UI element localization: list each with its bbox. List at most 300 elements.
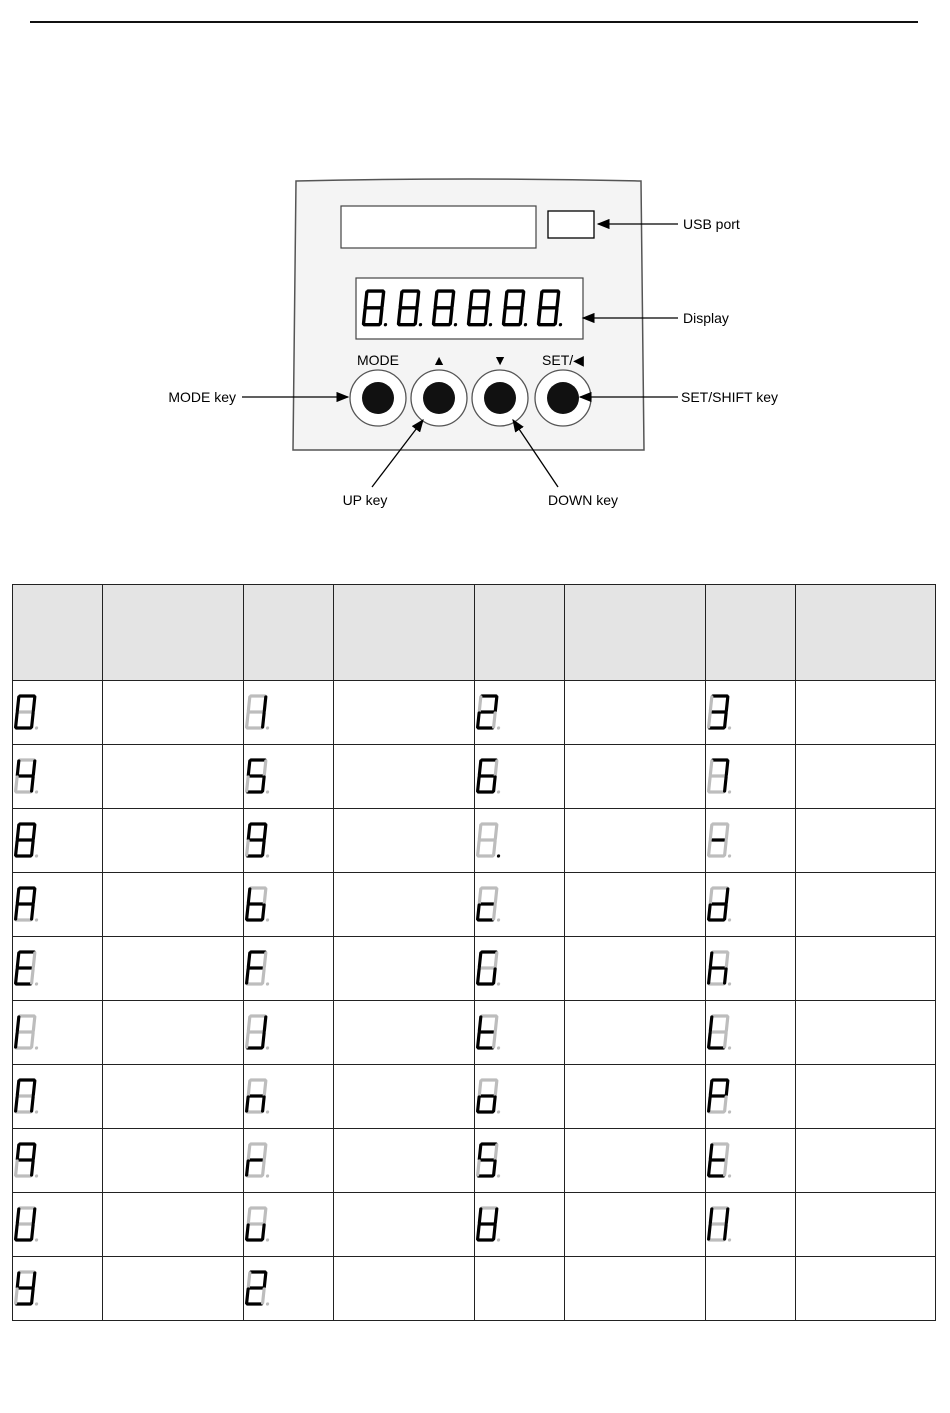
char-cell xyxy=(796,1065,936,1129)
segment-dp xyxy=(728,1238,732,1241)
char-cell xyxy=(565,873,706,937)
seven-segment-glyph xyxy=(13,945,47,993)
glyph-cell xyxy=(706,1001,796,1065)
seven-segment-glyph xyxy=(244,689,278,737)
segment-c xyxy=(263,1033,264,1047)
segment-e xyxy=(247,1225,248,1239)
seven-segment-glyph xyxy=(244,817,278,865)
segment-b xyxy=(33,697,34,711)
table-row xyxy=(13,681,936,745)
segment-b xyxy=(264,953,265,967)
segment-f xyxy=(710,1017,711,1031)
segment-e xyxy=(364,309,366,324)
glyph-dash xyxy=(708,824,734,858)
segment-f xyxy=(540,292,542,307)
seven-segment-glyph xyxy=(13,689,47,737)
segment-dp xyxy=(35,1110,39,1113)
mode-key-label: MODE key xyxy=(168,389,236,405)
segment-f xyxy=(248,697,249,711)
char-cell xyxy=(565,1193,706,1257)
segment-e xyxy=(399,309,401,324)
glyph-6 xyxy=(477,760,503,794)
segment-c xyxy=(725,1033,726,1047)
seven-segment-glyph xyxy=(13,753,47,801)
seven-segment-glyph xyxy=(475,1201,509,1249)
segment-f xyxy=(248,1017,249,1031)
segment-c xyxy=(725,841,726,855)
segment-dp xyxy=(728,790,732,793)
segment-c xyxy=(263,969,264,983)
glyph-S xyxy=(477,1144,503,1178)
seven-segment-glyph xyxy=(244,1073,278,1121)
glyph-T xyxy=(708,1144,734,1178)
segment-c xyxy=(725,905,726,919)
segment-c xyxy=(485,309,487,324)
table-header-cell xyxy=(334,585,475,681)
segment-f xyxy=(248,953,249,967)
segment-c xyxy=(32,713,33,727)
char-cell xyxy=(796,1193,936,1257)
glyph-U xyxy=(15,1208,41,1242)
seven-segment-glyph xyxy=(475,1137,509,1185)
segment-f xyxy=(248,761,249,775)
segment-f xyxy=(400,292,402,307)
segment-c xyxy=(263,1225,264,1239)
char-cell xyxy=(103,873,244,937)
segment-e xyxy=(16,1225,17,1239)
segment-c xyxy=(494,969,495,983)
seven-segment-glyph xyxy=(475,753,509,801)
segment-c xyxy=(494,713,495,727)
segment-f xyxy=(248,1273,249,1287)
segment-b xyxy=(264,889,265,903)
segment-e xyxy=(478,777,479,791)
glyph-y xyxy=(15,1272,41,1306)
glyph-cell xyxy=(244,1257,334,1321)
segment-dp xyxy=(728,918,732,921)
segment-dp xyxy=(266,726,270,729)
keypad-diagram xyxy=(0,170,950,530)
segment-c xyxy=(725,969,726,983)
segment-f xyxy=(435,292,437,307)
segment-b xyxy=(726,1145,727,1159)
glyph-3 xyxy=(708,696,734,730)
segment-e xyxy=(709,1161,710,1175)
char-cell xyxy=(796,937,936,1001)
segment-b xyxy=(726,1017,727,1031)
glyph-cell xyxy=(13,873,103,937)
segment-e xyxy=(478,905,479,919)
table-row xyxy=(13,937,936,1001)
segment-e xyxy=(16,1097,17,1111)
segment-c xyxy=(263,777,264,791)
glyph-cell xyxy=(475,1193,565,1257)
glyph-cell xyxy=(475,937,565,1001)
glyph-P xyxy=(708,1080,734,1114)
seven-segment-glyph xyxy=(475,689,509,737)
segment-c xyxy=(494,841,495,855)
glyph-cell xyxy=(13,809,103,873)
table-row xyxy=(13,1065,936,1129)
segment-c xyxy=(725,1161,726,1175)
segment-e xyxy=(247,1289,248,1303)
segment-c xyxy=(263,713,264,727)
char-cell xyxy=(334,937,475,1001)
up-key-label: UP key xyxy=(342,492,388,508)
glyph-cell xyxy=(706,1129,796,1193)
segment-e xyxy=(539,309,541,324)
segment-f xyxy=(479,1017,480,1031)
segment-f xyxy=(479,1145,480,1159)
segment-f xyxy=(17,1209,18,1223)
glyph-cell xyxy=(475,1257,565,1321)
segment-b xyxy=(522,292,524,307)
char-cell xyxy=(565,681,706,745)
segment-dp xyxy=(266,790,270,793)
char-cell xyxy=(334,1257,475,1321)
segment-dp xyxy=(35,1238,39,1241)
seven-segment-glyph xyxy=(706,1009,740,1057)
segment-b xyxy=(33,1209,34,1223)
glyph-cell xyxy=(475,1001,565,1065)
glyph-cell xyxy=(475,681,565,745)
table-row xyxy=(13,1193,936,1257)
segment-b xyxy=(33,1273,34,1287)
segment-c xyxy=(725,713,726,727)
seven-segment-glyph xyxy=(244,1009,278,1057)
glyph-cell xyxy=(706,745,796,809)
glyph-2 xyxy=(477,696,503,730)
char-cell xyxy=(103,809,244,873)
segment-f xyxy=(17,1273,18,1287)
segment-e xyxy=(16,777,17,791)
segment-f xyxy=(710,1081,711,1095)
label-window xyxy=(341,206,536,248)
glyph-5 xyxy=(246,760,272,794)
table-header-row xyxy=(13,585,936,681)
segment-f xyxy=(710,825,711,839)
segment-e xyxy=(478,1033,479,1047)
segment-c xyxy=(415,309,417,324)
char-cell xyxy=(334,745,475,809)
segment-c xyxy=(263,841,264,855)
segment-e xyxy=(16,969,17,983)
segment-e xyxy=(478,969,479,983)
segment-e xyxy=(16,905,17,919)
segment-dp xyxy=(266,1302,270,1305)
segment-e xyxy=(709,1225,710,1239)
segment-dp xyxy=(266,1046,270,1049)
segment-c xyxy=(263,905,264,919)
segment-e xyxy=(709,777,710,791)
up-key-caption: ▲ xyxy=(432,352,446,368)
set-shift-key[interactable] xyxy=(535,370,591,426)
segment-b xyxy=(264,1081,265,1095)
glyph-9 xyxy=(246,824,272,858)
segment-f xyxy=(479,697,480,711)
set-key-caption: SET/◀ xyxy=(542,352,584,368)
segment-f xyxy=(479,761,480,775)
glyph-0 xyxy=(15,696,41,730)
segment-b xyxy=(33,953,34,967)
segment-c xyxy=(32,905,33,919)
segment-dp xyxy=(35,982,39,985)
char-cell xyxy=(565,1065,706,1129)
segment-f xyxy=(710,1145,711,1159)
segment-b xyxy=(264,1145,265,1159)
segment-e xyxy=(709,1033,710,1047)
seven-segment-glyph xyxy=(244,1137,278,1185)
glyph-o xyxy=(477,1080,503,1114)
seven-segment-glyph xyxy=(13,881,47,929)
glyph-cell xyxy=(706,1065,796,1129)
segment-e xyxy=(434,309,436,324)
segment-b xyxy=(33,761,34,775)
segment-dp xyxy=(497,790,501,793)
mode-key[interactable] xyxy=(350,370,406,426)
char-cell xyxy=(103,1001,244,1065)
segment-e xyxy=(504,309,506,324)
char-cell xyxy=(103,681,244,745)
glyph-cell xyxy=(13,1193,103,1257)
glyph-cell xyxy=(706,1257,796,1321)
segment-b xyxy=(495,1209,496,1223)
table-row xyxy=(13,1129,936,1193)
glyph-cell xyxy=(13,745,103,809)
down-key-label: DOWN key xyxy=(548,492,618,508)
segment-b xyxy=(264,1209,265,1223)
segment-c xyxy=(450,309,452,324)
char-cell xyxy=(565,1257,706,1321)
glyph-F xyxy=(246,952,272,986)
segment-f xyxy=(17,1145,18,1159)
char-cell xyxy=(796,1001,936,1065)
char-cell xyxy=(103,1257,244,1321)
segment-b xyxy=(264,825,265,839)
segment-c xyxy=(263,1097,264,1111)
mode-key-caption: MODE xyxy=(357,352,399,368)
segment-e xyxy=(247,841,248,855)
char-cell xyxy=(103,1193,244,1257)
segment-b xyxy=(495,825,496,839)
segment-b xyxy=(495,1017,496,1031)
glyph-cell xyxy=(244,681,334,745)
segment-dp xyxy=(497,1110,501,1113)
segment-b xyxy=(726,761,727,775)
glyph-q xyxy=(15,1144,41,1178)
segment-dp xyxy=(497,854,501,857)
char-cell xyxy=(103,1129,244,1193)
segment-c xyxy=(555,309,557,324)
seven-segment-glyph xyxy=(13,1009,47,1057)
segment-f xyxy=(17,1017,18,1031)
segment-b xyxy=(452,292,454,307)
char-cell xyxy=(565,937,706,1001)
glyph-cell xyxy=(706,937,796,1001)
down-key[interactable] xyxy=(472,370,528,426)
segment-f xyxy=(17,889,18,903)
segment-b xyxy=(726,889,727,903)
segment-e xyxy=(478,841,479,855)
seven-segment-glyph xyxy=(244,1201,278,1249)
glyph-cell xyxy=(475,745,565,809)
segment-e xyxy=(16,841,17,855)
segment-c xyxy=(494,1033,495,1047)
seven-segment-glyph xyxy=(706,753,740,801)
table-header-cell xyxy=(796,585,936,681)
segment-e xyxy=(247,713,248,727)
segment-e xyxy=(247,905,248,919)
glyph-cell xyxy=(706,809,796,873)
seven-segment-glyph xyxy=(13,1073,47,1121)
segment-f xyxy=(248,889,249,903)
segment-e xyxy=(16,713,17,727)
glyph-L xyxy=(708,1016,734,1050)
glyph-cell xyxy=(244,745,334,809)
segment-f xyxy=(17,1081,18,1095)
segment-f xyxy=(248,825,249,839)
segment-b xyxy=(264,1273,265,1287)
header-rule xyxy=(30,21,918,23)
display-label: Display xyxy=(683,310,729,326)
segment-b xyxy=(495,889,496,903)
seven-segment-glyph xyxy=(475,881,509,929)
segment-dp xyxy=(35,1046,39,1049)
segment-dp xyxy=(728,1046,732,1049)
segment-f xyxy=(365,292,367,307)
segment-c xyxy=(494,905,495,919)
segment-f xyxy=(505,292,507,307)
glyph-cell xyxy=(244,873,334,937)
glyph-A xyxy=(15,888,41,922)
segment-c xyxy=(32,1225,33,1239)
segment-b xyxy=(33,1145,34,1159)
segment-c xyxy=(32,1161,33,1175)
segment-dp xyxy=(728,854,732,857)
segment-f xyxy=(17,697,18,711)
segment-f xyxy=(710,953,711,967)
segment-e xyxy=(469,309,471,324)
glyph-cell xyxy=(13,1129,103,1193)
segment-c xyxy=(725,1097,726,1111)
segment-f xyxy=(710,697,711,711)
seven-segment-glyph xyxy=(244,945,278,993)
table-header-cell xyxy=(13,585,103,681)
glyph-b xyxy=(246,888,272,922)
segment-e xyxy=(16,1161,17,1175)
table-row xyxy=(13,745,936,809)
glyph-G xyxy=(477,952,503,986)
segment-e xyxy=(247,969,248,983)
seven-segment-glyph xyxy=(706,1073,740,1121)
segment-f xyxy=(479,825,480,839)
segment-e xyxy=(247,1161,248,1175)
char-cell xyxy=(796,1129,936,1193)
segment-dp xyxy=(497,726,501,729)
segment-dp xyxy=(35,918,39,921)
segment-c xyxy=(494,1097,495,1111)
segment-c xyxy=(32,1289,33,1303)
segment-c xyxy=(494,777,495,791)
segment-c xyxy=(32,841,33,855)
seven-segment-glyph xyxy=(13,1137,47,1185)
segment-c xyxy=(725,1225,726,1239)
char-cell xyxy=(334,873,475,937)
segment-b xyxy=(557,292,559,307)
char-cell xyxy=(565,745,706,809)
segment-e xyxy=(709,905,710,919)
segment-b xyxy=(495,697,496,711)
table-header-cell xyxy=(244,585,334,681)
glyph-cell xyxy=(13,1065,103,1129)
char-cell xyxy=(103,745,244,809)
table-header-cell xyxy=(565,585,706,681)
segment-e xyxy=(709,969,710,983)
segment-c xyxy=(32,777,33,791)
glyph-cell xyxy=(475,1129,565,1193)
glyph-c xyxy=(477,888,503,922)
segment-c xyxy=(32,1033,33,1047)
glyph-1 xyxy=(246,696,272,730)
table-header-cell xyxy=(103,585,244,681)
segment-b xyxy=(726,953,727,967)
glyph-t xyxy=(477,1016,503,1050)
segment-f xyxy=(248,1209,249,1223)
char-cell xyxy=(103,1065,244,1129)
segment-f xyxy=(17,825,18,839)
segment-e xyxy=(247,777,248,791)
char-cell xyxy=(796,1257,936,1321)
usb-port xyxy=(548,211,594,238)
segment-b xyxy=(33,1081,34,1095)
glyph-cell xyxy=(706,1193,796,1257)
segment-dp xyxy=(728,726,732,729)
segment-c xyxy=(520,309,522,324)
segment-c xyxy=(494,1161,495,1175)
segment-b xyxy=(726,1081,727,1095)
segment-b xyxy=(264,761,265,775)
seven-segment-glyph xyxy=(475,945,509,993)
segment-b xyxy=(264,697,265,711)
glyph-cell xyxy=(706,681,796,745)
seven-segment-glyph xyxy=(706,1137,740,1185)
glyph-cell xyxy=(13,1001,103,1065)
segment-f xyxy=(479,1081,480,1095)
glyph-N xyxy=(708,1208,734,1242)
up-key[interactable] xyxy=(411,370,467,426)
glyph-M xyxy=(15,1080,41,1114)
glyph-4 xyxy=(15,760,41,794)
segment-e xyxy=(478,1097,479,1111)
glyph-cell xyxy=(244,1193,334,1257)
glyph-u xyxy=(246,1208,272,1242)
segment-dp xyxy=(266,1110,270,1113)
segment-f xyxy=(17,761,18,775)
segment-e xyxy=(16,1289,17,1303)
table-header-cell xyxy=(475,585,565,681)
segment-f xyxy=(710,889,711,903)
char-cell xyxy=(796,745,936,809)
segment-f xyxy=(248,1145,249,1159)
glyph-cell xyxy=(244,1129,334,1193)
segment-e xyxy=(247,1033,248,1047)
segment-b xyxy=(33,1017,34,1031)
glyph-E xyxy=(15,952,41,986)
set-shift-key-label: SET/SHIFT key xyxy=(681,389,778,405)
segment-dp xyxy=(497,1046,501,1049)
char-cell xyxy=(334,1065,475,1129)
seven-segment-glyph xyxy=(475,1073,509,1121)
